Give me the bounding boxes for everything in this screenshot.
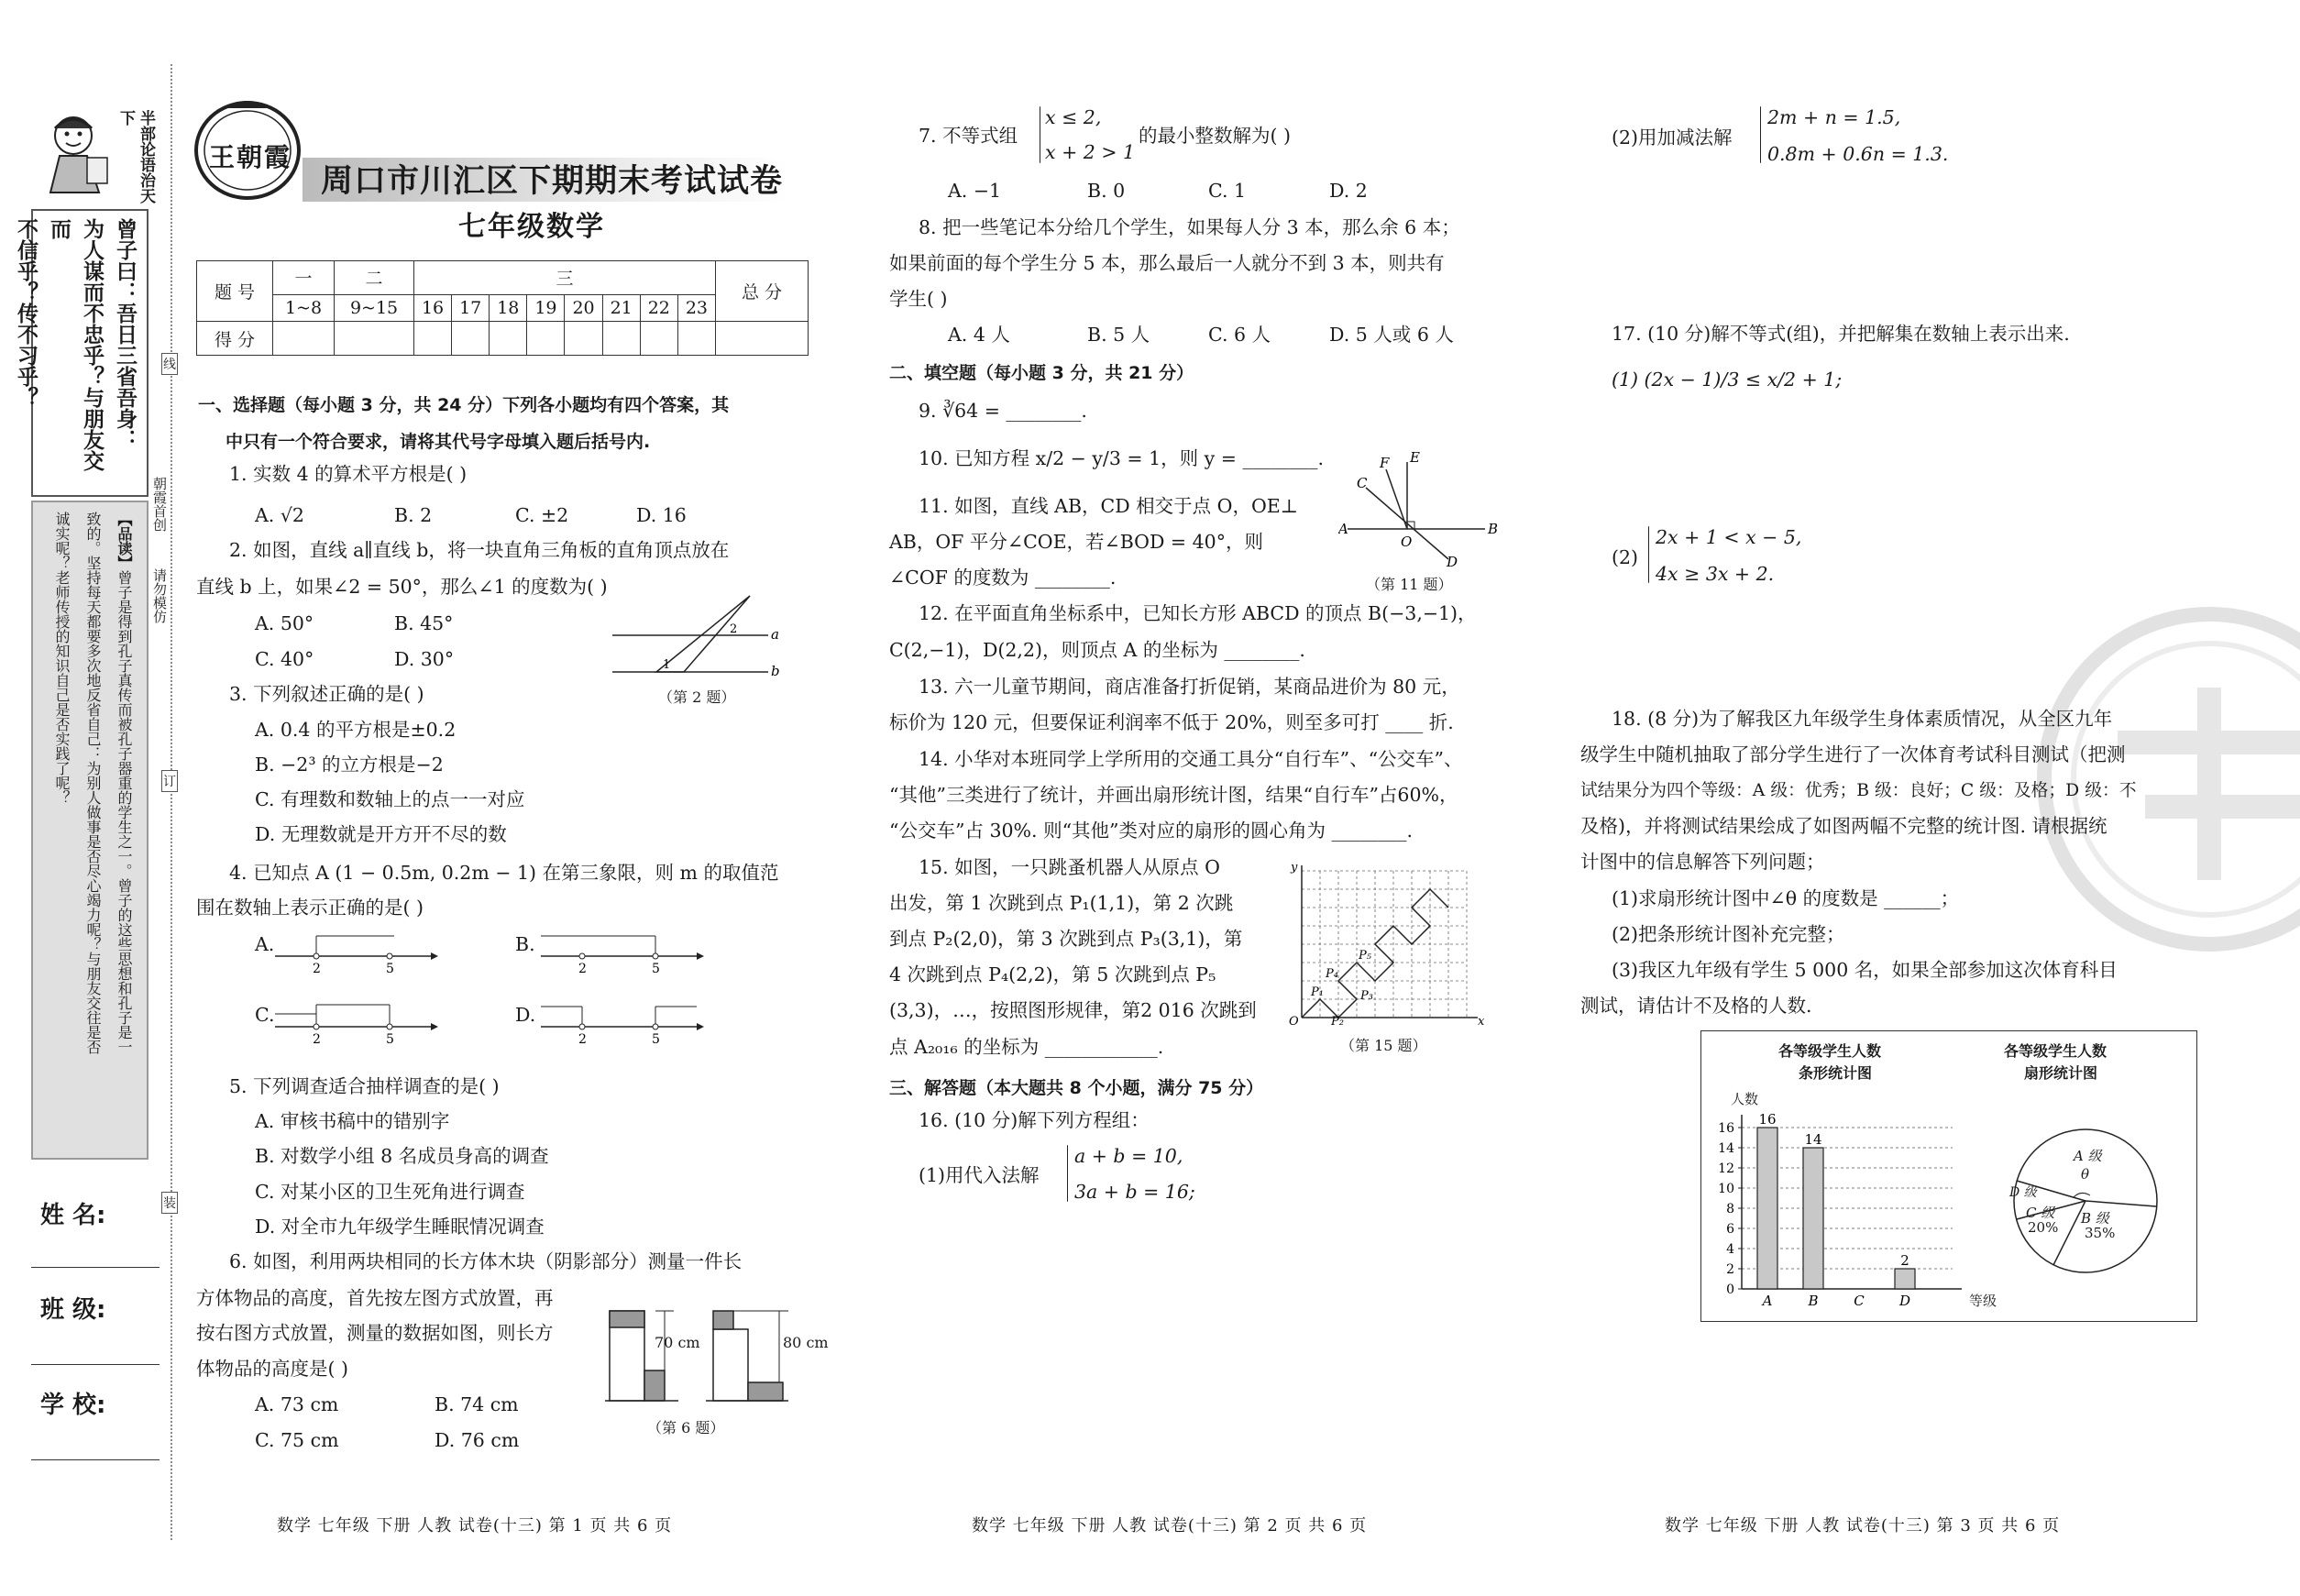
q7-opt-a: A. −1 (948, 180, 1002, 202)
q2-opt-a: A. 50° (255, 612, 314, 634)
bar-B (1803, 1148, 1823, 1289)
q6-line-1: 6. 如图，利用两块相同的长方体木块（阴影部分）测量一件长 (229, 1250, 743, 1272)
exam-title: 周口市川汇区下期期末考试试卷 (321, 163, 784, 200)
pie-label-c: C 级 (2026, 1205, 2055, 1221)
bar-ylabel: 人数 (1731, 1091, 1759, 1107)
q16-2-sys-1: 2m + n = 1.5, (1767, 106, 1901, 128)
q13-line-1: 13. 六一儿童节期间，商店准备打折促销，某商品进价为 80 元， (919, 676, 1460, 698)
q4-number-line-d (541, 1001, 706, 1047)
motto-title: 半部论语治天下 (116, 110, 155, 204)
q12-line-1: 12. 在平面直角坐标系中，已知长方形 ABCD 的顶点 B(−3,−1)， (919, 602, 1477, 624)
page-3-footer: 数学 七年级 下册 人教 试卷(十三) 第 3 页 共 6 页 (1665, 1516, 2061, 1535)
q8-opt-a: A. 4 人 (948, 324, 1010, 346)
svg-text:P₅: P₅ (1359, 949, 1371, 963)
svg-text:F: F (1380, 455, 1390, 471)
score-cell[interactable] (716, 322, 809, 356)
svg-text:O: O (1289, 1015, 1299, 1027)
q4-opt-a: A. (255, 933, 275, 955)
q5: 5. 下列调查适合抽样调查的是( ) (229, 1075, 500, 1097)
score-col: 18 (490, 294, 527, 322)
svg-text:x: x (1478, 1015, 1485, 1027)
q1-opt-d: D. 16 (636, 504, 687, 526)
q15-line-2: 出发，第 1 次跳到点 P₁(1,1)，第 2 次跳 (889, 892, 1234, 914)
q1-opt-b: B. 2 (394, 504, 433, 526)
q7-opt-b: B. 0 (1087, 180, 1126, 202)
q18-sub-3: (3)我区九年级有学生 5 000 名，如果全部参加这次体育科目 (1612, 959, 2118, 981)
class-label: 班 级: (40, 1296, 106, 1324)
q17-2-brace (1648, 526, 1649, 583)
q16-1: (1)用代入法解 (919, 1164, 1040, 1186)
reading-label: 【品读】 (116, 512, 133, 570)
q7-a: 7. 不等式组 (919, 125, 1018, 147)
q14-line-1: 14. 小华对本班同学上学所用的交通工具分“自行车”、“公交车”、 (919, 748, 1463, 770)
section-2-heading: 二、填空题（每小题 3 分，共 21 分） (889, 363, 1194, 383)
quote-box (14, 209, 149, 497)
q6-figure (605, 1302, 816, 1407)
score-row2-label: 得 分 (197, 322, 273, 356)
x-tick-label: A (1762, 1293, 1773, 1309)
pie-label-c-pct: 20% (2028, 1219, 2059, 1236)
x-tick-label: B (1808, 1293, 1819, 1309)
q3-opt-b: B. −2³ 的立方根是−2 (255, 754, 444, 776)
q15-line-6: 点 A₂₀₁₆ 的坐标为 ____________. (889, 1036, 1164, 1058)
quote-col-1: 曾子曰：吾日三省吾身： (113, 218, 137, 450)
y-tick-label: 4 (1726, 1242, 1734, 1257)
svg-text:O: O (1401, 534, 1413, 550)
score-col: 23 (677, 294, 715, 322)
pie-label-a: A 级 (2074, 1148, 2102, 1164)
q4-opt-c: C. (255, 1004, 275, 1026)
score-col: 17 (452, 294, 490, 322)
q7-sys-1: x ≤ 2, (1045, 106, 1102, 128)
bar-title-1: 各等级学生人数 (1778, 1042, 1882, 1060)
q13-line-2: 标价为 120 元，但要保证利润率不低于 20%，则至多可打 ____ 折. (889, 711, 1454, 733)
q5-opt-d: D. 对全市九年级学生睡眠情况调查 (255, 1216, 545, 1238)
y-tick-label: 2 (1726, 1262, 1734, 1277)
q18-line-3: 试结果分为四个等级：A 级：优秀；B 级：良好；C 级：及格；D 级：不 (1580, 781, 2137, 800)
y-tick-label: 10 (1718, 1182, 1734, 1196)
reading-col-1: 曾子是得到孔子真传而被孔子器重的学生之一。曾子的这些思想和孔子是一 (116, 570, 133, 1054)
score-row-label: 题 号 (197, 261, 273, 322)
score-cell[interactable] (490, 322, 527, 356)
q12-line-2: C(2,−1)，D(2,2)，则顶点 A 的坐标为 ________. (889, 639, 1305, 661)
q8-opt-b: B. 5 人 (1087, 324, 1150, 346)
score-cell[interactable] (640, 322, 677, 356)
q15-line-1: 15. 如图，一只跳蚤机器人从原点 O (919, 856, 1220, 878)
q2-opt-d: D. 30° (394, 648, 455, 670)
q1-opt-a: A. √2 (255, 504, 304, 526)
q4-line-1: 4. 已知点 A (1 − 0.5m, 0.2m − 1) 在第三象限，则 m 的取值范 (229, 862, 779, 884)
q18-line-5: 计图中的信息解答下列问题； (1580, 851, 1825, 873)
q7-opt-d: D. 2 (1329, 180, 1368, 202)
q2-opt-c: C. 40° (255, 648, 314, 670)
svg-text:A: A (1338, 521, 1348, 537)
bar-D (1895, 1269, 1915, 1289)
q6-opt-b: B. 74 cm (435, 1393, 519, 1415)
bar-A (1757, 1128, 1777, 1289)
bar-chart (1705, 1100, 1962, 1311)
q5-opt-b: B. 对数学小组 8 名成员身高的调查 (255, 1145, 549, 1167)
q2-opt-b: B. 45° (394, 612, 454, 634)
q15-line-5: (3,3)，…，按照图形规律，第2 016 次跳到 (889, 999, 1257, 1021)
q15-line-3: 到点 P₂(2,0)，第 3 次跳到点 P₃(3,1)，第 (889, 928, 1243, 950)
q5-opt-a: A. 审核书稿中的错别字 (255, 1110, 450, 1132)
pie-label-d: D 级 (2009, 1185, 2037, 1200)
y-tick-label: 6 (1726, 1222, 1734, 1237)
reading-box (31, 501, 149, 1160)
binding-line (171, 64, 172, 1540)
q17-2-sys-2: 4x ≥ 3x + 2. (1656, 563, 1775, 585)
q18-sub-4: 测试，请估计不及格的人数. (1580, 995, 1812, 1017)
score-table (196, 260, 809, 356)
q6-figure-caption: （第 6 题） (647, 1419, 725, 1436)
pie-label-b-pct: 35% (2085, 1225, 2116, 1241)
q4-opt-d: D. (515, 1004, 536, 1026)
pie-title-2: 扇形统计图 (2024, 1064, 2098, 1082)
q1-opt-c: C. ±2 (515, 504, 569, 526)
quote-col-3: 不信乎？传不习乎？ (14, 218, 38, 408)
score-cell[interactable] (527, 322, 565, 356)
q17-2-sys-1: 2x + 1 < x − 5, (1656, 526, 1802, 548)
bar-value-label: 16 (1758, 1111, 1777, 1128)
score-col: 20 (565, 294, 602, 322)
q3: 3. 下列叙述正确的是( ) (229, 683, 424, 705)
q6-opt-d: D. 76 cm (435, 1429, 520, 1451)
pie-title-1: 各等级学生人数 (2004, 1042, 2107, 1060)
score-cell[interactable] (677, 322, 715, 356)
q18-line-4: 及格)，并将测试结果绘成了如图两幅不完整的统计图. 请根据统 (1580, 815, 2107, 837)
quote-col-2: 为人谋而不忠乎？与朋友交而 (47, 218, 104, 471)
q3-opt-d: D. 无理数就是开方开不尽的数 (255, 823, 507, 845)
q18-sub-2: (2)把条形统计图补充完整； (1612, 923, 1845, 945)
school-label: 学 校: (40, 1392, 106, 1419)
q16: 16. (10 分)解下列方程组： (919, 1109, 1150, 1131)
q7-opt-c: C. 1 (1208, 180, 1247, 202)
score-col: 1~8 (273, 294, 335, 322)
side-note-2: 请勿模仿 (151, 568, 168, 623)
q11-figure (1338, 451, 1503, 570)
q10: 10. 已知方程 x/2 − y/3 = 1，则 y = ________. (919, 447, 1324, 469)
seal-mark-3: 装 (161, 1192, 178, 1214)
q4-number-line-c (275, 1001, 440, 1047)
x-tick-label: C (1854, 1293, 1865, 1309)
q9: 9. ∛64 = ________. (919, 400, 1087, 422)
y-tick-label: 12 (1718, 1161, 1734, 1176)
pie-chart (1998, 1118, 2173, 1283)
q8-line-3: 学生( ) (889, 288, 948, 310)
q16-2: (2)用加减法解 (1612, 127, 1733, 149)
q11-line-2: AB，OF 平分∠COE，若∠BOD = 40°，则 (889, 531, 1263, 553)
q1: 1. 实数 4 的算术平方根是( ) (229, 463, 468, 485)
q6-line-4: 体物品的高度是( ) (196, 1358, 349, 1380)
q6-line-2: 方体物品的高度，首先按左图方式放置，再 (196, 1287, 554, 1309)
svg-text:P₂: P₂ (1331, 1015, 1344, 1027)
svg-text:2: 2 (730, 622, 738, 636)
section-3-heading: 三、解答题（本大题共 8 个小题，满分 75 分） (889, 1078, 1264, 1098)
exam-subtitle: 七年级数学 (458, 211, 605, 243)
svg-text:P₃: P₃ (1360, 989, 1373, 1003)
q4-line-2: 围在数轴上表示正确的是( ) (196, 897, 424, 919)
q18-line-1: 18. (8 分)为了解我区九年级学生身体素质情况，从全区九年 (1612, 708, 2113, 730)
q5-opt-c: C. 对某小区的卫生死角进行调查 (255, 1181, 525, 1203)
q17-2: (2) (1612, 546, 1639, 568)
q4-number-line-b (541, 930, 706, 976)
side-note-1: 朝霞首创 (151, 477, 168, 532)
q2-figure (612, 591, 796, 683)
page-1-footer: 数学 七年级 下册 人教 试卷(十三) 第 1 页 共 6 页 (277, 1516, 673, 1535)
y-tick-label: 8 (1726, 1202, 1734, 1216)
svg-text:5: 5 (652, 962, 660, 976)
score-sec-1: 一 (273, 261, 335, 295)
svg-text:2: 2 (578, 1032, 587, 1047)
svg-text:E: E (1410, 451, 1420, 466)
quote-text (9, 218, 141, 489)
pie-label-theta: θ (2081, 1166, 2090, 1183)
name-underline (31, 1267, 160, 1268)
q6-measure-2: 80 cm (783, 1334, 829, 1351)
name-label: 姓 名: (40, 1202, 106, 1229)
svg-text:2: 2 (313, 1032, 321, 1047)
q18-sub-1: (1)求扇形统计图中∠θ 的度数是 ______； (1612, 887, 1960, 909)
reading-text (46, 512, 139, 1144)
svg-text:D: D (1447, 554, 1458, 570)
reading-col-3: 诚实呢？老师传授的知识自己是否实践了呢？ (53, 512, 71, 805)
svg-text:2: 2 (313, 962, 321, 976)
q2-line-2: 直线 b 上，如果∠2 = 50°，那么∠1 的度数为( ) (196, 576, 608, 598)
bar-value-label: 14 (1804, 1131, 1822, 1148)
seal-mark-2: 订 (161, 770, 178, 792)
svg-text:a: a (771, 626, 779, 643)
q4-number-line-a (275, 930, 440, 976)
seal-mark-1: 线 (161, 353, 178, 375)
q17: 17. (10 分)解不等式(组)，并把解集在数轴上表示出来. (1612, 323, 2070, 345)
bar-xlabel: 等级 (1969, 1293, 1997, 1309)
svg-text:5: 5 (652, 1032, 660, 1047)
q16-1-sys-1: a + b = 10, (1074, 1145, 1183, 1167)
q8-line-2: 如果前面的每个学生分 5 本，那么最后一人就分不到 3 本，则共有 (889, 252, 1445, 274)
q18-line-2: 级学生中随机抽取了部分学生进行了一次体育考试科目测试（把测 (1580, 743, 2126, 765)
q6-opt-c: C. 75 cm (255, 1429, 339, 1451)
score-cell[interactable] (452, 322, 490, 356)
score-cell[interactable] (335, 322, 414, 356)
svg-text:y: y (1291, 862, 1298, 875)
bar-title-2: 条形统计图 (1799, 1064, 1873, 1082)
q6-measure-1: 70 cm (655, 1334, 700, 1351)
q7-sys-2: x + 2 > 1 (1045, 141, 1136, 163)
svg-text:P₁: P₁ (1311, 985, 1324, 999)
q16-1-sys-2: 3a + b = 16; (1074, 1181, 1195, 1203)
q11-figure-caption: （第 11 题） (1366, 576, 1453, 593)
q14-line-3: “公交车”占 30%. 则“其他”类对应的扇形的圆心角为 ________. (889, 820, 1414, 842)
score-sec-2: 二 (335, 261, 414, 295)
score-cell[interactable] (413, 322, 451, 356)
q6-line-3: 按右图方式放置，测量的数据如图，则长方 (196, 1322, 554, 1344)
pie-label-b: B 级 (2081, 1210, 2109, 1227)
mascot-icon (37, 110, 115, 197)
q14-line-2: “其他”三类进行了统计，并画出扇形统计图，结果“自行车”占60%， (889, 784, 1458, 806)
score-col: 22 (640, 294, 677, 322)
score-cell[interactable] (565, 322, 602, 356)
q8-opt-c: C. 6 人 (1208, 324, 1271, 346)
page-2-footer: 数学 七年级 下册 人教 试卷(十三) 第 2 页 共 6 页 (972, 1516, 1368, 1535)
q16-2-sys-2: 0.8m + 0.6n = 1.3. (1767, 143, 1949, 165)
q6-opt-a: A. 73 cm (255, 1393, 339, 1415)
q16-2-brace (1760, 106, 1761, 163)
q2-figure-caption: （第 2 题） (658, 688, 736, 706)
svg-text:C: C (1357, 475, 1368, 491)
score-col: 9~15 (335, 294, 414, 322)
score-cell[interactable] (273, 322, 335, 356)
section-1-heading-2: 中只有一个符合要求，请将其代号字母填入题后括号内. (226, 432, 651, 452)
section-1-heading: 一、选择题（每小题 3 分，共 24 分）下列各小题均有四个答案，其 (198, 395, 730, 415)
q11-line-3: ∠COF 的度数为 ________. (889, 567, 1117, 589)
score-total: 总 分 (716, 261, 809, 322)
q4-opt-b: B. (515, 933, 535, 955)
school-underline (31, 1459, 160, 1460)
svg-text:1: 1 (663, 658, 671, 672)
q8-line-1: 8. 把一些笔记本分给几个学生，如果每人分 3 本，那么余 6 本； (919, 216, 1460, 238)
q3-opt-a: A. 0.4 的平方根是±0.2 (255, 719, 457, 741)
y-tick-label: 16 (1718, 1121, 1734, 1136)
brand-name: 王朝霞 (209, 142, 292, 172)
q17-1: (1) (2x − 1)/3 ≤ x/2 + 1; (1612, 369, 1843, 391)
q2-line-1: 2. 如图，直线 a∥直线 b，将一块直角三角板的直角顶点放在 (229, 539, 730, 561)
q7-b: 的最小整数解为( ) (1139, 125, 1292, 147)
svg-text:5: 5 (386, 1032, 394, 1047)
class-underline (31, 1364, 160, 1365)
svg-text:b: b (771, 663, 780, 679)
x-tick-label: D (1898, 1293, 1911, 1309)
score-col: 16 (413, 294, 451, 322)
svg-text:2: 2 (578, 962, 587, 976)
score-col: 19 (527, 294, 565, 322)
q15-figure (1283, 862, 1485, 1027)
svg-text:5: 5 (386, 962, 394, 976)
q3-opt-c: C. 有理数和数轴上的点一一对应 (255, 788, 525, 810)
q16-1-brace (1067, 1145, 1068, 1202)
svg-text:B: B (1488, 521, 1499, 537)
bar-value-label: 2 (1900, 1252, 1909, 1269)
score-col: 21 (602, 294, 640, 322)
svg-text:P₄: P₄ (1326, 967, 1338, 981)
y-tick-label: 14 (1718, 1141, 1734, 1156)
q15-line-4: 4 次跳到点 P₄(2,2)，第 5 次跳到点 P₅ (889, 963, 1216, 985)
y-tick-label: 0 (1726, 1282, 1734, 1297)
reading-col-2: 致的。坚持每天都要多次地反省自己：为别人做事是否尽心竭力呢？与朋友交往是否 (84, 512, 102, 1054)
q11-line-1: 11. 如图，直线 AB，CD 相交于点 O，OE⊥ (919, 495, 1299, 517)
q15-figure-caption: （第 15 题） (1340, 1037, 1427, 1054)
score-cell[interactable] (602, 322, 640, 356)
q8-opt-d: D. 5 人或 6 人 (1329, 324, 1454, 346)
score-sec-3: 三 (413, 261, 715, 295)
